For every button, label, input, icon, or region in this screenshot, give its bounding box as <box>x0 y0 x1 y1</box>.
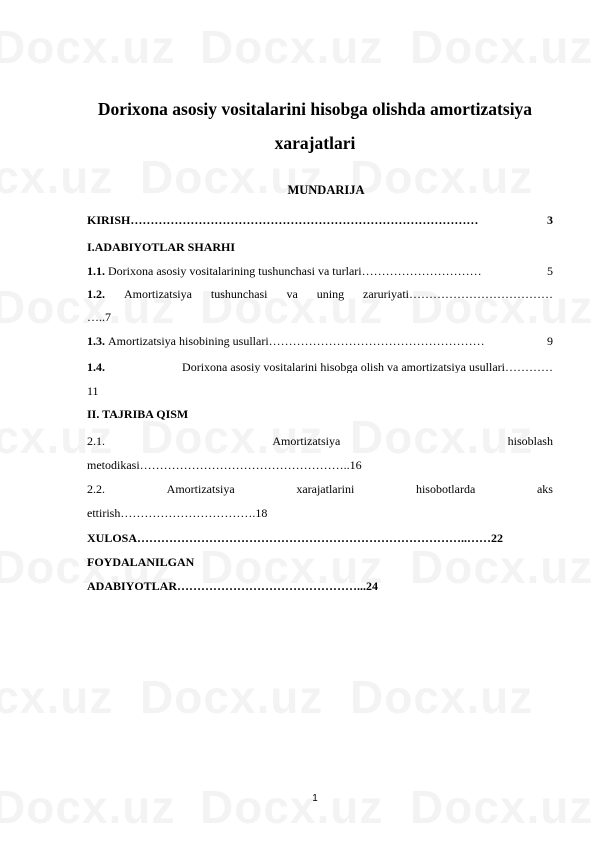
toc-entry-1-2[interactable] <box>87 288 553 300</box>
watermark-logo <box>140 670 323 724</box>
toc-entry-word: hisobotlarda <box>415 482 476 496</box>
toc-entry-2-1-continuation: metodikasi……………………………………………..16 <box>87 458 362 472</box>
toc-entry-word: tushunchasi <box>210 287 268 301</box>
toc-entry-word: uning <box>316 287 345 301</box>
toc-entry-text: Dorixona asosiy vositalarining tushunchasi va turlari <box>108 264 362 278</box>
toc-entry-text: Dorixona asosiy vositalarini hisobga olish va amortizatsiya usullari………… <box>182 361 553 373</box>
toc-section-2[interactable]: II. TAJRIBA QISM <box>87 407 189 421</box>
watermark-logo <box>200 20 383 74</box>
toc-entry-word: xarajatlarini <box>296 482 355 496</box>
toc-entry-1-4-continuation: 11 <box>87 384 99 398</box>
toc-entry-2-1[interactable] <box>87 435 553 447</box>
toc-entry-word: Amortizatsiya <box>166 482 235 496</box>
toc-entry-word: hisoblash <box>507 434 553 448</box>
toc-entry-1-2-continuation: …..7 <box>87 310 111 324</box>
toc-section-1[interactable]: I.ADABIYOTLAR SHARHI <box>87 240 236 254</box>
toc-entry-1-3[interactable] <box>87 335 553 347</box>
toc-entry-word: 2.1. <box>87 434 105 448</box>
toc-entry-word: 2.2. <box>87 482 105 496</box>
toc-heading: MUNDARIJA <box>287 183 365 197</box>
toc-entry-1-4[interactable] <box>87 361 553 373</box>
toc-entry-2-2-continuation: ettirish…………………………….18 <box>87 506 268 520</box>
toc-page-number: 9 <box>547 334 553 348</box>
toc-leader-dots: …………………………………………………………………………… <box>130 214 479 226</box>
toc-entry-word: aks <box>536 482 553 496</box>
page-number: 1 <box>312 793 318 804</box>
toc-leader-dots: ……………………………………………… <box>268 335 485 347</box>
toc-entry-word: Amortizatsiya <box>272 434 341 448</box>
toc-page-number: 3 <box>547 213 553 227</box>
toc-entry-kirish[interactable] <box>87 214 553 226</box>
toc-entry-1-1[interactable] <box>87 265 553 277</box>
toc-entry-2-2[interactable] <box>87 483 553 495</box>
watermark-logo <box>0 780 175 834</box>
toc-entry-number: 1.2. <box>87 287 105 301</box>
document-title-line-1: Dorixona asosiy vositalarini hisobga olishda amortizatsiya <box>97 99 533 119</box>
toc-page-number: 5 <box>547 264 553 278</box>
toc-entry-foydalanilgan[interactable]: FOYDALANILGAN <box>87 555 195 569</box>
toc-entry-word: va <box>286 287 298 301</box>
watermark-logo <box>0 20 175 74</box>
toc-entry-text: Amortizatsiya hisobining usullari <box>108 334 269 348</box>
toc-entry-adabiyotlar[interactable]: ADABIYOTLAR………………………………………...24 <box>87 579 379 593</box>
toc-entry-number: 1.1. <box>87 264 105 278</box>
watermark-logo <box>410 20 593 74</box>
document-title-line-2: xarajatlari <box>274 133 356 153</box>
toc-entry-word: zaruriyati……………………………… <box>363 287 553 301</box>
watermark-logo <box>0 670 113 724</box>
watermark-logo <box>200 780 383 834</box>
toc-entry-xulosa[interactable]: XULOSA………………………………………………………………………..……22 <box>87 532 504 544</box>
watermark-logo <box>350 670 533 724</box>
toc-entry-number: 1.3. <box>87 334 105 348</box>
toc-entry-label: KIRISH <box>87 213 131 227</box>
toc-leader-dots: ………………………… <box>361 265 482 277</box>
toc-entry-word: Amortizatsiya <box>123 287 192 301</box>
watermark-logo <box>410 780 593 834</box>
toc-entry-number: 1.4. <box>87 360 105 374</box>
